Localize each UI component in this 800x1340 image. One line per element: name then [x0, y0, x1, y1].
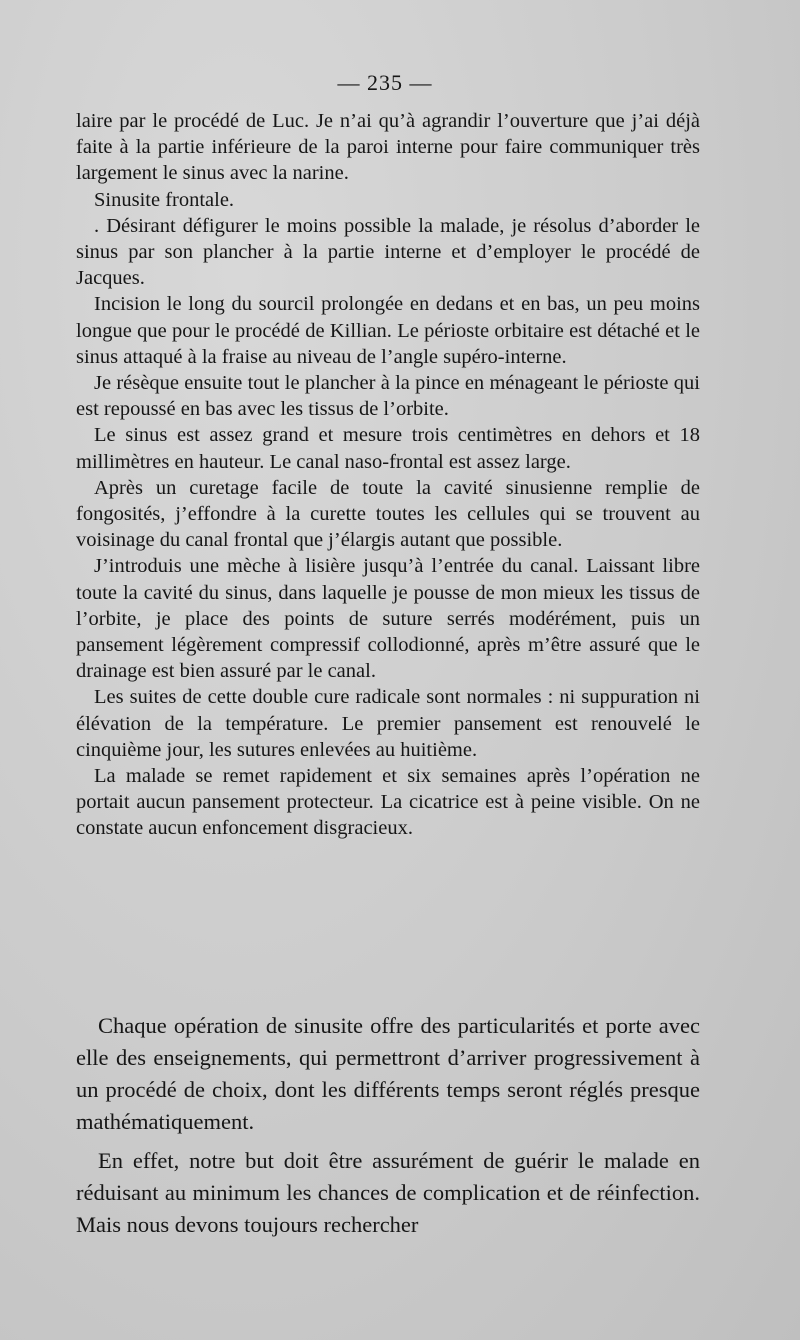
section-heading: Sinusite frontale.	[94, 188, 235, 211]
paragraph: Je résèque ensuite tout le plancher à la pince en ménageant le périoste qui est repoussé en bas avec les tissus de l’orbite.	[76, 372, 700, 421]
paragraph: laire par le procédé de Luc. Je n’ai qu’à agrandir l’ouverture que j’ai déjà faite à la partie inférieure de la paroi interne pour faire communiquer très largement le sinus avec la narine.	[76, 110, 700, 185]
paragraph: En effet, notre but doit être assurément de guérir le malade en réduisant au minimum les chances de complication et de réinfection. Mais nous devons toujours rechercher	[76, 1148, 700, 1237]
paragraph: Après un curetage facile de toute la cavité sinusienne remplie de fongosités, j’effondre à la curette toutes les cellules qui se trouvent au voisinage du canal frontal que j’élargis autant que possible.	[76, 476, 700, 552]
paragraph: Chaque opération de sinusite offre des particularités et porte avec elle des enseignements, qui permettront d’arriver progressivement à un procédé de choix, dont les différents temps seront réglés presque mathématiquement.	[76, 1013, 700, 1134]
page-number: — 235 —	[337, 70, 433, 95]
paragraph: Les suites de cette double cure radicale sont normales : ni suppuration ni élévation de la température. Le premier pansement est renouvelé le cinquième jour, les sutures enlevées au huitième.	[76, 686, 700, 761]
paragraph: Incision le long du sourcil prolongée en dedans et en bas, un peu moins longue que pour le procédé de Killian. Le périoste orbitaire est détaché et le sinus attaqué à la fraise au niveau de l’angle supéro-interne.	[76, 293, 700, 368]
paragraph: . Désirant défigurer le moins possible la malade, je résolus d’aborder le sinus par son plancher à la partie interne et d’employer le procédé de Jacques.	[76, 214, 700, 290]
paragraph: Le sinus est assez grand et mesure trois centimètres en dehors et 18 millimètres en hauteur. Le canal naso-frontal est assez large.	[76, 424, 700, 473]
discussion-text	[76, 1010, 700, 1241]
paragraph: La malade se remet rapidement et six semaines après l’opération ne portait aucun pansement protecteur. La cicatrice est à peine visible. On ne constate aucun enfoncement disgracieux.	[76, 765, 700, 840]
paragraph: J’introduis une mèche à lisière jusqu’à l’entrée du canal. Laissant libre toute la cavité du sinus, dans laquelle je pousse de mon mieux les tissus de l’orbite, je place des points de suture serrés modérément, puis un pansement légèrement compressif collodionné, après m’être assuré que le drainage est bien assuré par le canal.	[76, 555, 700, 683]
case-report-text	[76, 108, 700, 842]
